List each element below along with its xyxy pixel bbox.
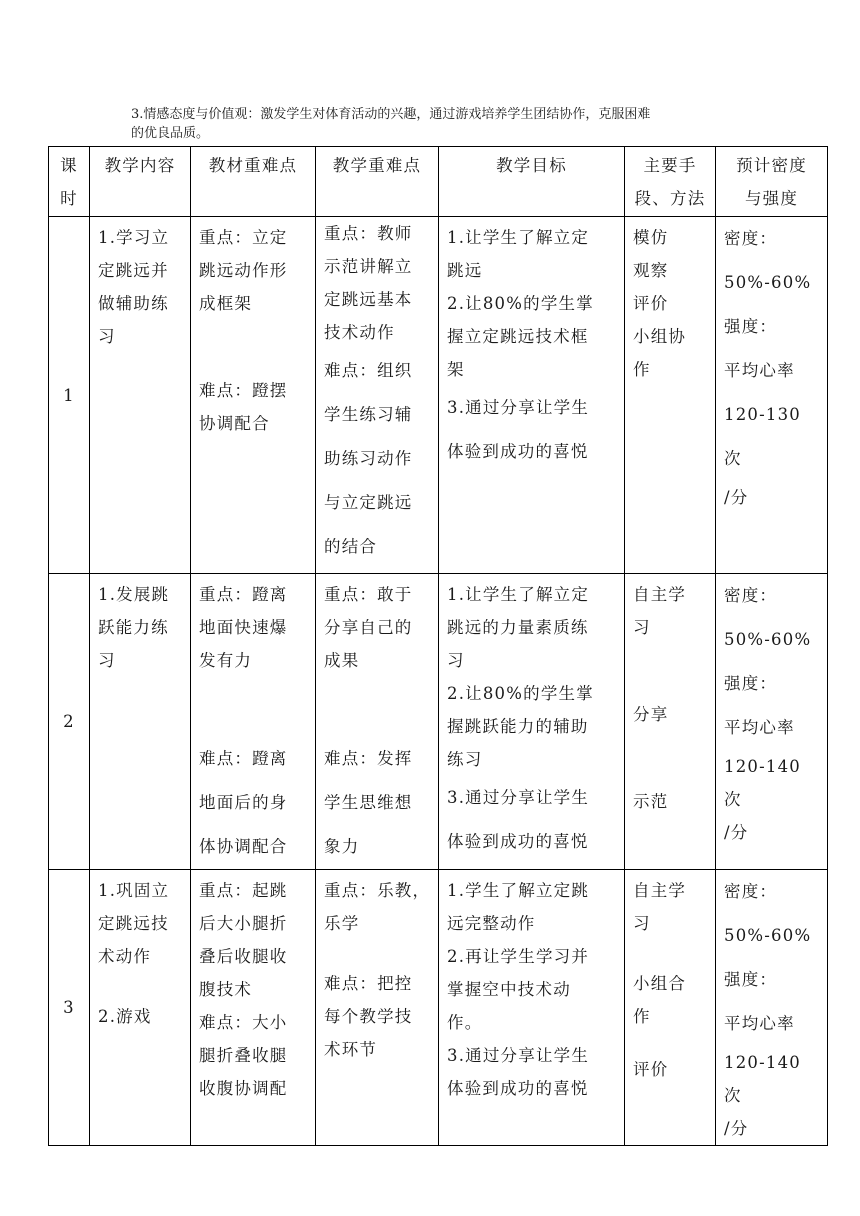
header-content: 教学内容 <box>90 147 191 217</box>
density-cell: 密度： 50%-60% 强度： 平均心率 120-140 次 /分 <box>716 870 828 1146</box>
teaching-difficulty-cell: 重点：乐教， 乐学 难点：把控 每个教学技 术环节 <box>316 870 439 1146</box>
goals-cell: 1.让学生了解立定 跳远 2.让80%的学生掌 握立定跳远技术框 架 3.通过分享让学生 体验到成功的喜悦 <box>439 217 625 574</box>
intro-line-2: 的优良品质。 <box>131 126 210 141</box>
content-cell: 1.发展跳 跃能力练 习 <box>90 574 191 870</box>
header-methods: 主要手 段、方法 <box>625 147 716 217</box>
table-header-row <box>49 147 828 217</box>
header-goals: 教学目标 <box>439 147 625 217</box>
methods-cell: 自主学 习 小组合 作 评价 <box>625 870 716 1146</box>
content-cell: 1.巩固立 定跳远技 术动作 2.游戏 <box>90 870 191 1146</box>
teaching-difficulty-cell: 重点：教师 示范讲解立 定跳远基本 技术动作 难点：组织 学生练习辅 助练习动作 与立定跳远 的结合 <box>316 217 439 574</box>
intro-paragraph <box>131 105 771 143</box>
teaching-difficulty-cell: 重点：敢于 分享自己的 成果 难点：发挥 学生思维想 象力 <box>316 574 439 870</box>
methods-cell: 自主学 习 分享 示范 <box>625 574 716 870</box>
material-difficulty-cell: 重点：起跳 后大小腿折 叠后收腿收 腹技术 难点：大小 腿折叠收腿 收腹协调配 <box>191 870 316 1146</box>
table-row <box>49 217 828 574</box>
period-cell: 1 <box>49 217 90 574</box>
period-cell: 2 <box>49 574 90 870</box>
methods-cell: 模仿 观察 评价 小组协 作 <box>625 217 716 574</box>
intro-line-1: 3.情感态度与价值观：激发学生对体育活动的兴趣，通过游戏培养学生团结协作，克服困难 <box>131 107 651 122</box>
table-row <box>49 870 828 1146</box>
header-teaching-difficulty: 教学重难点 <box>316 147 439 217</box>
table-row <box>49 574 828 870</box>
header-period: 课 时 <box>49 147 90 217</box>
goals-cell: 1.让学生了解立定 跳远的力量素质练 习 2.让80%的学生掌 握跳跃能力的辅助 练习 3.通过分享让学生 体验到成功的喜悦 <box>439 574 625 870</box>
density-cell: 密度： 50%-60% 强度： 平均心率 120-130 次 /分 <box>716 217 828 574</box>
material-difficulty-cell: 重点：立定 跳远动作形 成框架 难点：蹬摆 协调配合 <box>191 217 316 574</box>
density-cell: 密度： 50%-60% 强度： 平均心率 120-140 次 /分 <box>716 574 828 870</box>
goals-cell: 1.学生了解立定跳 远完整动作 2.再让学生学习并 掌握空中技术动 作。 3.通过分享让学生 体验到成功的喜悦 <box>439 870 625 1146</box>
content-cell: 1.学习立 定跳远并 做辅助练 习 <box>90 217 191 574</box>
period-cell: 3 <box>49 870 90 1146</box>
header-material-difficulty: 教材重难点 <box>191 147 316 217</box>
material-difficulty-cell: 重点：蹬离 地面快速爆 发有力 难点：蹬离 地面后的身 体协调配合 <box>191 574 316 870</box>
header-density: 预计密度 与强度 <box>716 147 828 217</box>
lesson-plan-table <box>48 146 828 1146</box>
